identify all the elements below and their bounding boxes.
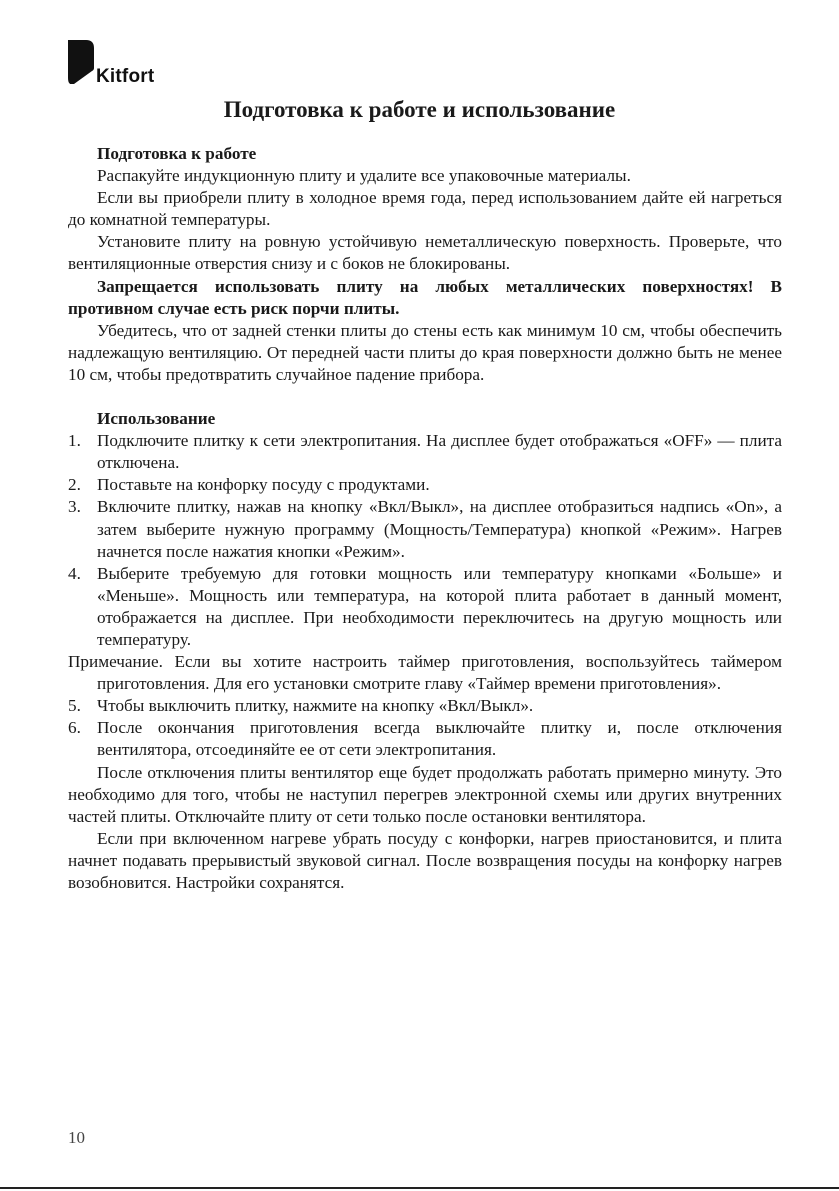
section-heading-usage: Использование (97, 409, 216, 429)
warning-text: Запрещается использовать плиту на любых металлических поверхностях! В противном случае есть риск порчи плиты. (68, 276, 782, 318)
paragraph: Установите плиту на ровную устойчивую неметаллическую поверхность. Проверьте, что вентиляционные отверстия снизу и с боков не блокированы. (68, 232, 782, 274)
brand-name: Kitfort (96, 66, 155, 87)
step-text: Чтобы выключить плитку, нажмите на кнопку «Вкл/Выкл». (97, 696, 534, 716)
page-title: Подготовка к работе и использование (223, 97, 616, 122)
steps-list (68, 430, 782, 651)
step-number: 5. (68, 696, 81, 716)
list-item (68, 474, 782, 496)
paragraph: После отключения плиты вентилятор еще будет продолжать работать примерно минуту. Это необходимо для того, чтобы не наступил перегрев электронной схемы или других внутренних частей плиты. Отключайте плиту от сети только после остановки вентилятора. (68, 762, 782, 826)
kitfort-mark-icon (68, 40, 94, 84)
paragraph: Если вы приобрели плиту в холодное время года, перед использованием дайте ей нагреться до комнатной температуры. (68, 188, 782, 230)
step-text: Поставьте на конфорку посуду с продуктами. (97, 475, 430, 495)
paragraph: Распакуйте индукционную плиту и удалите все упаковочные материалы. (97, 166, 631, 186)
step-text: Выберите требуемую для готовки мощность или температуру кнопками «Больше» и «Меньше». Мощность или температура, на которой плита работает в данный момент, отображается на дисплее. При необходимости переключитесь на другую мощность или температуру. (97, 563, 782, 649)
page-bottom-divider (0, 1187, 839, 1189)
list-item (68, 717, 782, 761)
paragraph: Убедитесь, что от задней стенки плиты до стены есть как минимум 10 см, чтобы обеспечить надлежащую вентиляцию. От передней части плиты до края поверхности должно быть не менее 10 см, чтобы предотвратить случайное падение прибора. (68, 320, 782, 384)
document-body (68, 143, 782, 894)
list-item (68, 563, 782, 651)
step-number: 2. (68, 475, 81, 495)
step-number: 1. (68, 431, 81, 451)
list-item (68, 496, 782, 562)
list-item (68, 695, 782, 717)
section-heading-prep: Подготовка к работе (97, 144, 257, 163)
step-text: Подключите плитку к сети электропитания. На дисплее будет отображаться «OFF» — плита отключена. (97, 431, 782, 473)
paragraph: Если при включенном нагреве убрать посуду с конфорки, нагрев приостановится, и плита начнет подавать прерывистый звуковой сигнал. После возвращения посуды на конфорку нагрев возобновится. Настройки сохранятся. (68, 828, 782, 892)
list-item (68, 430, 782, 474)
step-number: 3. (68, 497, 81, 517)
step-number: 4. (68, 563, 81, 583)
step-text: Включите плитку, нажав на кнопку «Вкл/Выкл», на дисплее отобразиться надпись «On», а затем выберите нужную программу (Мощность/Температура) кнопкой «Режим». Нагрев начнется после нажатия кнопки «Режим». (97, 497, 782, 561)
page-number: 10 (68, 1128, 85, 1147)
steps-list-continued (68, 695, 782, 761)
step-text: После окончания приготовления всегда выключайте плитку и, после отключения вентилятора, отсоединяйте ее от сети электропитания. (97, 718, 782, 760)
note-text: Примечание. Если вы хотите настроить таймер приготовления, воспользуйтесь таймером приготовления. Для его установки смотрите главу «Таймер времени приготовления». (68, 652, 782, 694)
brand-logo (68, 40, 178, 88)
step-number: 6. (68, 718, 81, 738)
spacer (68, 386, 782, 408)
